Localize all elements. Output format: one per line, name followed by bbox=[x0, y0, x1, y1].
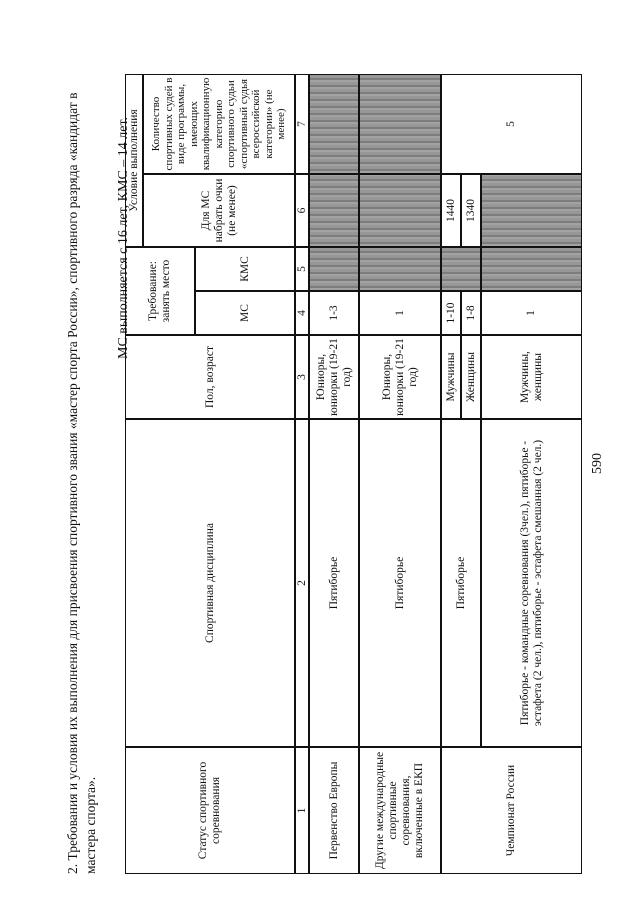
row1-ms: 1-3 bbox=[309, 291, 359, 335]
row2-points-shaded bbox=[359, 174, 441, 247]
section-heading: 2. Требования и условия их выполнения для присвоения спортивного звания «мастер спорта России», спортивного разряда «кандидат в мастера спорта». bbox=[65, 92, 98, 874]
col-number-1: 1 bbox=[295, 747, 309, 874]
row4-points-shaded bbox=[481, 174, 582, 247]
row4-gender: Мужчины, женщины bbox=[481, 335, 582, 419]
requirements-table bbox=[125, 74, 582, 874]
row3-points-male: 1440 bbox=[441, 174, 461, 247]
row2-status: Другие международные спортивные соревнования, включенные в ЕКП bbox=[359, 747, 441, 874]
row3-ms-male: 1-10 bbox=[441, 291, 461, 335]
header-discipline: Спортивная дисциплина bbox=[125, 419, 295, 747]
row3-gender-male: Мужчины bbox=[441, 335, 461, 419]
row3-discipline: Пятиборье bbox=[441, 419, 481, 747]
row1-points-shaded bbox=[309, 174, 359, 247]
row1-gender: Юниоры, юниорки (19-21 год) bbox=[309, 335, 359, 419]
header-points: Для МС набрать очки (не менее) bbox=[143, 174, 295, 247]
age-requirement-note: МС выполняется с 16 лет, КМС – 14 лет. bbox=[116, 116, 131, 359]
row2-kms-shaded bbox=[359, 247, 441, 291]
header-ms: МС bbox=[195, 291, 295, 335]
header-gender-age: Пол, возраст bbox=[125, 335, 295, 419]
row3-judges: 5 bbox=[441, 74, 582, 174]
col-number-4: 4 bbox=[295, 291, 309, 335]
row1-status: Первенство Европы bbox=[309, 747, 359, 874]
row4-ms: 1 bbox=[481, 291, 582, 335]
col-number-6: 6 bbox=[295, 174, 309, 247]
row1-discipline: Пятиборье bbox=[309, 419, 359, 747]
header-judges: Количество спортивных судей в виде программы, имеющих квалификационную категорию спортивного судьи «спортивный судья всероссийской категории» (не менее) bbox=[143, 74, 295, 174]
row3-kms-shaded bbox=[441, 247, 481, 291]
row2-ms: 1 bbox=[359, 291, 441, 335]
row2-discipline: Пятиборье bbox=[359, 419, 441, 747]
row2-judges-shaded bbox=[359, 74, 441, 174]
row3-gender-female: Женщины bbox=[461, 335, 481, 419]
row3-points-female: 1340 bbox=[461, 174, 481, 247]
col-number-3: 3 bbox=[295, 335, 309, 419]
header-kms: КМС bbox=[195, 247, 295, 291]
header-condition: Условие выполнения bbox=[125, 74, 143, 247]
row4-kms-shaded bbox=[481, 247, 582, 291]
header-status: Статус спортивного соревнования bbox=[125, 747, 295, 874]
row1-judges-shaded bbox=[309, 74, 359, 174]
col-number-2: 2 bbox=[295, 419, 309, 747]
row3-ms-female: 1-8 bbox=[461, 291, 481, 335]
row2-gender: Юниоры, юниорки (19-21 год) bbox=[359, 335, 441, 419]
header-requirement: Требование: занять место bbox=[125, 247, 195, 335]
page-number: 590 bbox=[590, 453, 605, 474]
row1-kms-shaded bbox=[309, 247, 359, 291]
row4-discipline: Пятиборье - командные соревнования (3чел.), пятиборье - эстафета (2 чел.), пятиборье - эстафета смешанная (2 чел.) bbox=[481, 419, 582, 747]
col-number-5: 5 bbox=[295, 247, 309, 291]
col-number-7: 7 bbox=[295, 74, 309, 174]
row3-status: Чемпионат России bbox=[441, 747, 582, 874]
